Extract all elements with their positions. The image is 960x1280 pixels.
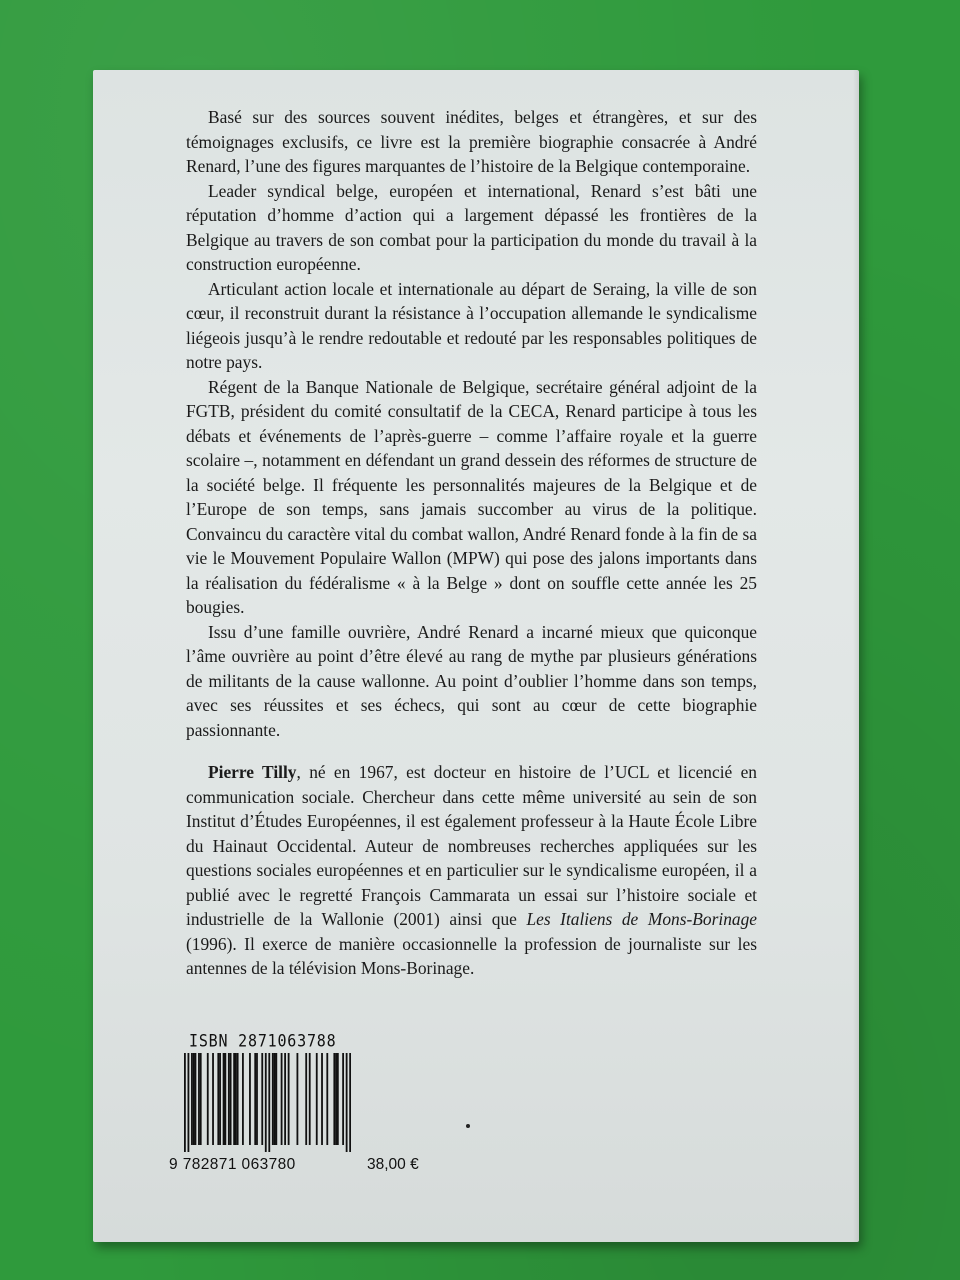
barcode-bar xyxy=(342,1053,344,1145)
barcode-bar xyxy=(195,1053,197,1145)
barcode-bar xyxy=(335,1053,337,1145)
barcode-bar xyxy=(198,1053,200,1145)
barcode-bar xyxy=(233,1053,235,1145)
barcode-bar xyxy=(228,1053,230,1145)
blurb-paragraph-2: Leader syndical belge, européen et international, Renard s’est bâti une réputation d’homme d’action qui a largement dépassé les frontières de la Belgique au travers de son combat pour la participation du monde du travail à la construction européenne. xyxy=(186,180,757,274)
barcode-bar xyxy=(256,1053,258,1145)
barcode-bar xyxy=(268,1053,270,1152)
barcode-bar xyxy=(200,1053,202,1145)
barcode-bar xyxy=(223,1053,225,1145)
barcode-bar xyxy=(337,1053,339,1145)
barcode-bar xyxy=(212,1053,214,1145)
barcode-bar xyxy=(275,1053,277,1145)
barcode-bar xyxy=(224,1053,226,1145)
back-cover-text xyxy=(186,105,757,981)
author-bio-text-2: (1996). Il exerce de manière occasionnelle la profession de journaliste sur les antennes de la télévision Mons-Borinage. xyxy=(186,933,757,978)
barcode-bar xyxy=(281,1053,283,1145)
barcode-bar xyxy=(235,1053,237,1145)
barcode-bar xyxy=(254,1053,256,1145)
barcode-bar xyxy=(316,1053,318,1145)
barcode-bar xyxy=(321,1053,323,1145)
blurb-paragraph-1: Basé sur des sources souvent inédites, belges et étrangères, et sur des témoignages exclusifs, ce livre est la première biographie consacrée à André Renard, l’une des figures marquantes de l’histoire de la Belgique contemporaine. xyxy=(186,107,757,176)
barcode-bar xyxy=(288,1053,290,1145)
barcode-bar xyxy=(184,1053,186,1152)
barcode-bar xyxy=(207,1053,209,1145)
barcode-bar xyxy=(349,1053,351,1152)
barcode-bar xyxy=(188,1053,190,1152)
book-back-cover xyxy=(93,70,859,1242)
blurb-paragraph-3: Articulant action locale et internationale au départ de Seraing, la ville de son cœur, il reconstruit durant la résistance à l’occupation allemande le syndicalisme liégeois jusqu’à le rendre redoutable et redouté par les responsables politiques de notre pays. xyxy=(186,278,757,372)
ean-barcode xyxy=(184,1053,351,1152)
barcode-bar xyxy=(237,1053,239,1145)
author-bio xyxy=(186,760,757,981)
blurb-paragraph-5: Issu d’une famille ouvrière, André Renard a incarné mieux que quiconque l’âme ouvrière au point d’être élevé au rang de mythe par plusieurs générations de militants de la cause wallonne. Au point d’oublier l’homme dans son temps, avec ses réussites et ses échecs, qui sont au cœur de cette biographie passionnante. xyxy=(186,621,757,740)
isbn-label: ISBN 2871063788 xyxy=(189,1031,337,1052)
barcode-bar xyxy=(346,1053,348,1152)
barcode-bar xyxy=(326,1053,328,1145)
barcode-bar xyxy=(305,1053,307,1145)
barcode-bar xyxy=(309,1053,311,1145)
barcode-bar xyxy=(333,1053,335,1145)
barcode-bar xyxy=(219,1053,221,1145)
cited-book-title: Les Italiens de Mons-Borinage xyxy=(526,909,757,929)
price-label: 38,00 € xyxy=(367,1156,419,1173)
barcode-bar xyxy=(261,1053,263,1145)
cover-speck xyxy=(466,1124,470,1128)
barcode-bar xyxy=(191,1053,193,1145)
barcode-bar xyxy=(242,1053,244,1145)
barcode-bar xyxy=(274,1053,276,1145)
barcode-bar xyxy=(272,1053,274,1145)
barcode-bar xyxy=(265,1053,267,1152)
barcode-bar xyxy=(297,1053,299,1145)
author-name: Pierre Tilly xyxy=(208,762,297,782)
barcode-bar xyxy=(249,1053,251,1145)
barcode-bar xyxy=(230,1053,232,1145)
blurb-paragraph-4: Régent de la Banque Nationale de Belgique, secrétaire général adjoint de la FGTB, président du comité consultatif de la CECA, Renard participe à tous les débats et événements de l’après-guerre – comme l’affaire royale et la guerre scolaire –, notamment en défendant un grand dessein des réformes de structure de la société belge. Il fréquente les personnalités majeures de la Belgique et de l’Europe de son temps, sans jamais succomber au virus de la politique. Convaincu du caractère vital du combat wallon, André Renard fonde à la fin de sa vie le Mouvement Populaire Wallon (MPW) qui pose des jalons importants dans la réalisation du fédéralisme « à la Belge » dont on souffle cette année les 25 bougies. xyxy=(186,376,757,617)
ean-digits: 9 782871 063780 xyxy=(169,1156,296,1173)
barcode-bar xyxy=(284,1053,286,1145)
barcode-bar xyxy=(193,1053,195,1145)
barcode-bar xyxy=(217,1053,219,1145)
author-bio-text-1: , né en 1967, est docteur en histoire de l’UCL et licencié en communication sociale. Chercheur dans cette même université au sein de son Institut d’Études Européennes, il est également professeur à la Haute École Libre du Hainaut Occidental. Auteur de nombreuses recherches appliquées sur les questions sociales européennes et en particulier sur le syndicalisme européen, il a publié avec le regretté François Cammarata un essai sur l’histoire sociale et industrielle de la Wallonie (2001) ainsi que xyxy=(186,762,757,929)
